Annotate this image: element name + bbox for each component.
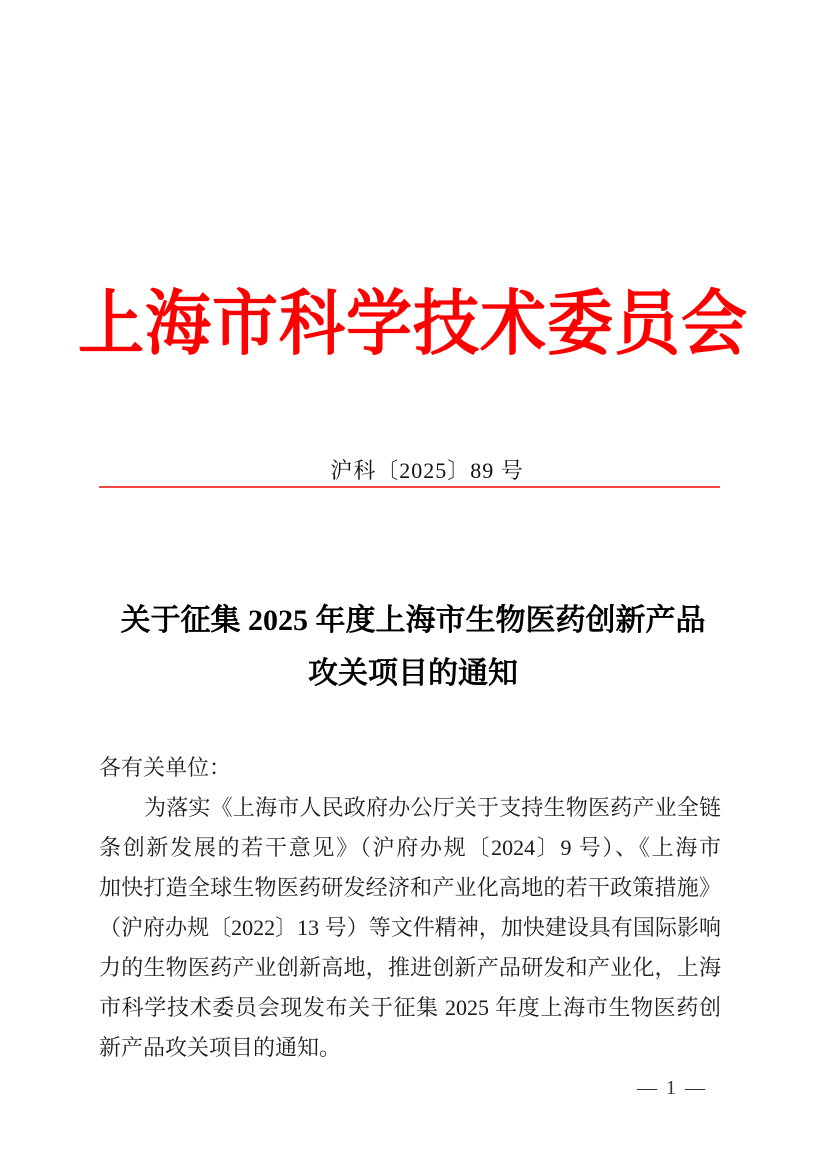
notice-body (99, 748, 721, 1068)
paragraph-line: 新产品攻关项目的通知。 (99, 1035, 342, 1060)
letterhead-divider-line (99, 486, 720, 488)
letterhead-title: 上海市科学技术委员会 (78, 285, 748, 365)
notice-title-line2: 攻关项目的通知 (308, 657, 518, 690)
paragraph-line: 为落实《上海市人民政府办公厅关于支持生物医药产业全链 (144, 795, 721, 820)
paragraph-line: 市科学技术委员会现发布关于征集 2025 年度上海市生物医药创 (99, 995, 721, 1020)
paragraph-line: 加快打造全球生物医药研发经济和产业化高地的若干政策措施》 (99, 875, 721, 900)
document-number: 沪科〔2025〕89 号 (330, 458, 524, 483)
paragraph-line: （沪府办规〔2022〕13 号）等文件精神，加快建设具有国际影响 (99, 915, 721, 940)
paragraph-line: 条创新发展的若干意见》（沪府办规〔2024〕9 号）、《上海市 (99, 835, 721, 860)
notice-title (0, 594, 826, 700)
paragraph-line: 力的生物医药产业创新高地，推进创新产品研发和产业化，上海 (99, 955, 721, 980)
page-number: — 1 — (637, 1077, 707, 1099)
notice-title-line1: 关于征集 2025 年度上海市生物医药创新产品 (120, 604, 706, 637)
salutation: 各有关单位： (99, 755, 232, 780)
